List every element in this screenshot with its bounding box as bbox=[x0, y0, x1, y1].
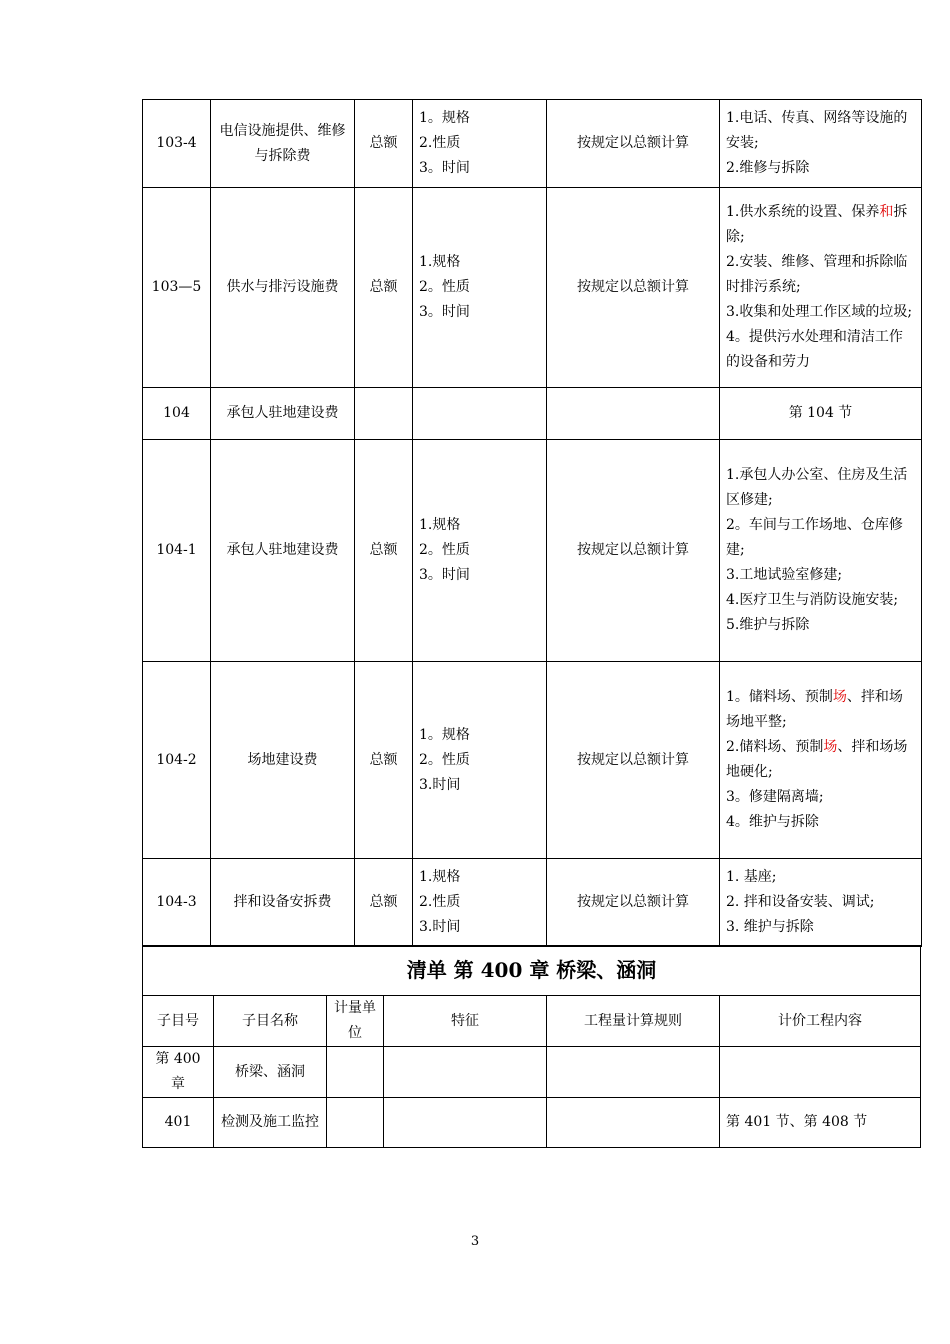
content-text: 2.安装、维修、管理和拆除临时排污系统; bbox=[726, 254, 908, 295]
content-line bbox=[726, 810, 915, 835]
feature-line: 3.时间 bbox=[419, 776, 461, 793]
content-text: 3.收集和处理工作区域的垃圾; bbox=[726, 304, 913, 320]
row-code: 104 bbox=[143, 388, 211, 440]
table-row bbox=[143, 440, 922, 662]
row-rule bbox=[547, 1047, 720, 1098]
row-name: 拌和设备安拆费 bbox=[211, 859, 355, 947]
row-content bbox=[720, 188, 922, 388]
row-rule: 按规定以总额计算 bbox=[547, 100, 720, 188]
content-line bbox=[726, 915, 915, 940]
row-rule bbox=[547, 388, 720, 440]
content-text: 4。维护与拆除 bbox=[726, 814, 819, 830]
row-features bbox=[413, 440, 547, 662]
row-features bbox=[413, 188, 547, 388]
row-features bbox=[413, 859, 547, 947]
row-rule: 按规定以总额计算 bbox=[547, 188, 720, 388]
content-text: 2. 拌和设备安装、调试; bbox=[726, 894, 875, 910]
row-unit: 总额 bbox=[355, 859, 413, 947]
highlighted-text: 场 bbox=[823, 739, 838, 755]
content-line bbox=[726, 588, 915, 613]
section-400-table bbox=[142, 945, 921, 1148]
header-name: 子目名称 bbox=[214, 996, 327, 1047]
header-rule: 工程量计算规则 bbox=[547, 996, 720, 1047]
row-code: 104-1 bbox=[143, 440, 211, 662]
header-features: 特征 bbox=[384, 996, 547, 1047]
content-text: 1。储料场、预制 bbox=[726, 689, 833, 705]
content-text: 3。修建隔离墙; bbox=[726, 789, 824, 805]
feature-line: 2。性质 bbox=[419, 751, 470, 768]
row-code: 103-4 bbox=[143, 100, 211, 188]
row-content bbox=[720, 662, 922, 859]
row-code: 第 400 章 bbox=[143, 1047, 214, 1098]
content-line bbox=[726, 890, 915, 915]
table-row bbox=[143, 859, 922, 947]
feature-line: 3.时间 bbox=[419, 919, 461, 935]
feature-line: 2.性质 bbox=[419, 894, 461, 910]
content-text: 4。提供污水处理和清洁工作的设备和劳力 bbox=[726, 329, 903, 370]
row-content bbox=[720, 388, 922, 440]
feature-line: 3。时间 bbox=[419, 567, 470, 583]
content-line bbox=[726, 463, 915, 513]
feature-line: 1.规格 bbox=[419, 254, 461, 270]
content-line bbox=[726, 513, 915, 563]
row-unit: 总额 bbox=[355, 662, 413, 859]
content-text: 5.维护与拆除 bbox=[726, 617, 810, 633]
content-text: 4.医疗卫生与消防设施安装; bbox=[726, 592, 899, 608]
row-content bbox=[720, 1047, 921, 1098]
feature-line: 2。性质 bbox=[419, 542, 470, 558]
content-line bbox=[726, 865, 915, 890]
row-name: 检测及施工监控 bbox=[214, 1098, 327, 1148]
row-code: 103—5 bbox=[143, 188, 211, 388]
row-rule: 按规定以总额计算 bbox=[547, 440, 720, 662]
content-line bbox=[726, 563, 915, 588]
content-line bbox=[726, 785, 915, 810]
row-content bbox=[720, 100, 922, 188]
row-rule: 按规定以总额计算 bbox=[547, 662, 720, 859]
content-text: 第 104 节 bbox=[788, 405, 853, 421]
feature-line: 2.性质 bbox=[419, 135, 461, 151]
row-name: 承包人驻地建设费 bbox=[211, 388, 355, 440]
content-text: 拆除; bbox=[726, 204, 908, 245]
highlighted-text: 和 bbox=[879, 204, 894, 220]
header-code: 子目号 bbox=[143, 996, 214, 1047]
row-unit bbox=[327, 1047, 384, 1098]
content-line bbox=[726, 613, 915, 638]
content-line bbox=[726, 156, 915, 181]
table-row bbox=[143, 188, 922, 388]
feature-line: 3。时间 bbox=[419, 160, 470, 176]
row-rule: 按规定以总额计算 bbox=[547, 859, 720, 947]
row-unit bbox=[327, 1098, 384, 1148]
content-line bbox=[726, 325, 915, 375]
row-features bbox=[413, 662, 547, 859]
content-text: 1. 基座; bbox=[726, 869, 777, 885]
feature-line: 1.规格 bbox=[419, 517, 461, 533]
row-features bbox=[384, 1047, 547, 1098]
content-line bbox=[726, 106, 915, 156]
row-features bbox=[384, 1098, 547, 1148]
header-content: 计价工程内容 bbox=[720, 996, 921, 1047]
table-row bbox=[143, 388, 922, 440]
page-number: 3 bbox=[470, 1234, 480, 1249]
row-name: 承包人驻地建设费 bbox=[211, 440, 355, 662]
row-content bbox=[720, 440, 922, 662]
row-unit bbox=[355, 388, 413, 440]
row-code: 104-2 bbox=[143, 662, 211, 859]
row-name: 电信设施提供、维修与拆除费 bbox=[211, 100, 355, 188]
table-row bbox=[143, 662, 922, 859]
row-name: 供水与排污设施费 bbox=[211, 188, 355, 388]
row-unit: 总额 bbox=[355, 188, 413, 388]
table-row bbox=[143, 1047, 921, 1098]
content-text: 3. 维护与拆除 bbox=[726, 919, 814, 935]
row-content: 第 401 节、第 408 节 bbox=[720, 1098, 921, 1148]
content-text: 1.承包人办公室、住房及生活区修建; bbox=[726, 467, 908, 508]
feature-line: 3。时间 bbox=[419, 304, 470, 320]
content-line bbox=[726, 685, 915, 735]
chapter-title: 清单 第 400 章 桥梁、涵洞 bbox=[143, 946, 921, 996]
header-row bbox=[143, 996, 921, 1047]
row-code: 104-3 bbox=[143, 859, 211, 947]
content-text: 、拌和场场地硬化; bbox=[726, 739, 908, 780]
table-row bbox=[143, 1098, 921, 1148]
row-features bbox=[413, 100, 547, 188]
feature-line: 1。规格 bbox=[419, 110, 470, 126]
highlighted-text: 场 bbox=[832, 689, 847, 705]
row-content bbox=[720, 859, 922, 947]
row-name: 桥梁、涵洞 bbox=[214, 1047, 327, 1098]
content-text: 2.储料场、预制 bbox=[726, 739, 824, 755]
table-row bbox=[143, 100, 922, 188]
section-100-table bbox=[142, 99, 922, 947]
content-text: 2.维修与拆除 bbox=[726, 160, 810, 176]
content-text: 2。车间与工作场地、仓库修建; bbox=[726, 517, 903, 558]
row-unit: 总额 bbox=[355, 100, 413, 188]
feature-line: 1.规格 bbox=[419, 869, 461, 885]
feature-line: 1。规格 bbox=[419, 726, 470, 743]
content-line bbox=[726, 300, 915, 325]
content-text: 1.电话、传真、网络等设施的安装; bbox=[726, 110, 908, 151]
content-line bbox=[726, 200, 915, 250]
row-rule bbox=[547, 1098, 720, 1148]
row-name: 场地建设费 bbox=[211, 662, 355, 859]
content-text: 3.工地试验室修建; bbox=[726, 567, 843, 583]
content-text: 、拌和场场地平整; bbox=[726, 689, 903, 730]
row-features bbox=[413, 388, 547, 440]
content-line bbox=[726, 401, 915, 426]
header-unit: 计量单位 bbox=[327, 996, 384, 1047]
row-unit: 总额 bbox=[355, 440, 413, 662]
content-text: 1.供水系统的设置、保养 bbox=[726, 204, 880, 220]
feature-line: 2。性质 bbox=[419, 279, 470, 295]
content-line bbox=[726, 735, 915, 785]
content-line bbox=[726, 250, 915, 300]
row-code: 401 bbox=[143, 1098, 214, 1148]
